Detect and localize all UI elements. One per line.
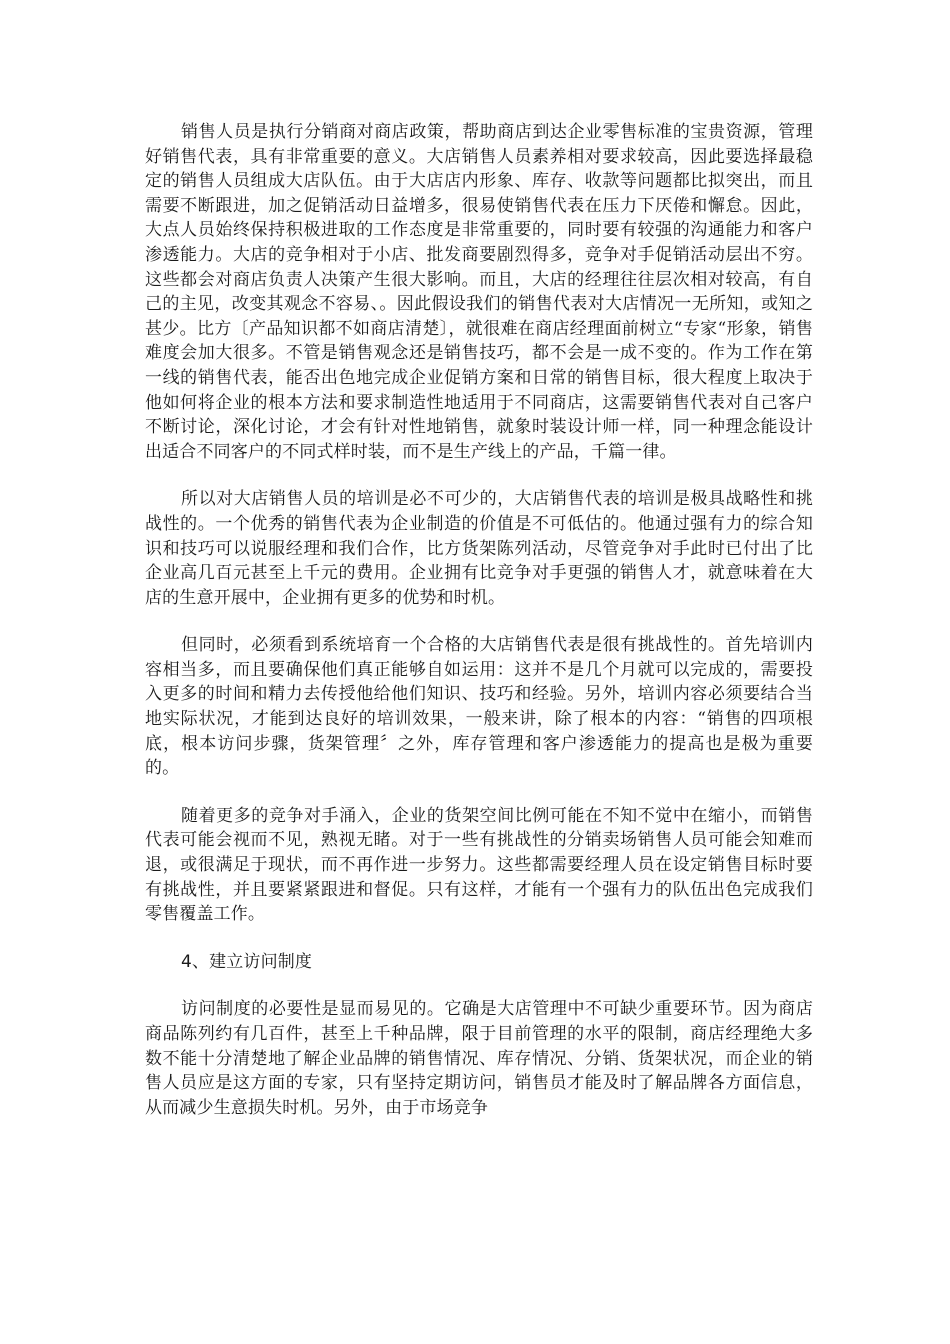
paragraph-competition-pressure: 随着更多的竞争对手涌入，企业的货架空间比例可能在不知不觉中在缩小，而销售代表可能会视而不见，熟视无睹。对于一些有挑战性的分销卖场销售人员可能会知难而退，或很满足于现状，而不再作进一步努力。这些都需要经理人员在设定销售目标时要有挑战性，并且要紧紧跟进和督促。只有这样，才能有一个强有力的队伍出色完成我们零售覆盖工作。	[145, 805, 813, 925]
section-heading-visit-system: 4、建立访问制度	[181, 951, 313, 972]
paragraph-training-challenges: 但同时，必须看到系统培育一个合格的大店销售代表是很有挑战性的。首先培训内容相当多，而且要确保他们真正能够自如运用：这并不是几个月就可以完成的，需要投入更多的时间和精力去传授他给他们知识、技巧和经验。另外，培训内容必须要结合当地实际状况，才能到达良好的培训效果，一般来讲，除了根本的内容：“销售的四项根底，根本访问步骤，货架管理〞之外，库存管理和客户渗透能力的提高也是极为重要的。	[145, 635, 813, 779]
paragraph-sales-staff-importance: 销售人员是执行分销商对商店政策，帮助商店到达企业零售标准的宝贵资源，管理好销售代表，具有非常重要的意义。大店销售人员素养相对要求较高，因此要选择最稳定的销售人员组成大店队伍。由于大店店内形象、库存、收款等问题都比拟突出，而且需要不断跟进，加之促销活动日益增多，很易使销售代表在压力下厌倦和懈怠。因此，大点人员始终保持积极进取的工作态度是非常重要的，同时要有较强的沟通能力和客户渗透能力。大店的竞争相对于小店、批发商要剧烈得多，竞争对手促销活动层出不穷。这些都会对商店负责人决策产生很大影响。而且，大店的经理往往层次相对较高，有自己的主见，改变其观念不容易、。因此假设我们的销售代表对大店情况一无所知，或知之甚少。比方〔产品知识都不如商店清楚〕，就很难在商店经理面前树立“专家“形象，销售难度会加大很多。不管是销售观念还是销售技巧，都不会是一成不变的。作为工作在第一线的销售代表，能否出色地完成企业促销方案和日常的销售目标，很大程度上取决于他如何将企业的根本方法和要求制造性地适用于不同商店，这需要销售代表对自己客户不断讨论，深化讨论，才会有针对性地销售，就象时装设计师一样，同一种理念能设计出适合不同客户的不同式样时装，而不是生产线上的产品，千篇一律。	[145, 122, 813, 462]
paragraph-visit-system: 访问制度的必要性是显而易见的。它确是大店管理中不可缺少重要环节。因为商店商品陈列约有几百件，甚至上千种品牌，限于目前管理的水平的限制，商店经理绝大多数不能十分清楚地了解企业品牌的销售情况、库存情况、分销、货架状况，而企业的销售人员应是这方面的专家，只有坚持定期访问，销售员才能及时了解品牌各方面信息，从而减少生意损失时机。另外，由于市场竞争	[145, 999, 813, 1118]
paragraph-training-necessity: 所以对大店销售人员的培训是必不可少的，大店销售代表的培训是极具战略性和挑战性的。一个优秀的销售代表为企业制造的价值是不可低估的。他通过强有力的综合知识和技巧可以说服经理和我们合作，比方货架陈列活动，尽管竞争对手此时已付出了比企业高几百元甚至上千元的费用。企业拥有比竞争对手更强的销售人才，就意味着在大店的生意开展中，企业拥有更多的优势和时机。	[145, 489, 813, 608]
document-page	[145, 120, 813, 1143]
